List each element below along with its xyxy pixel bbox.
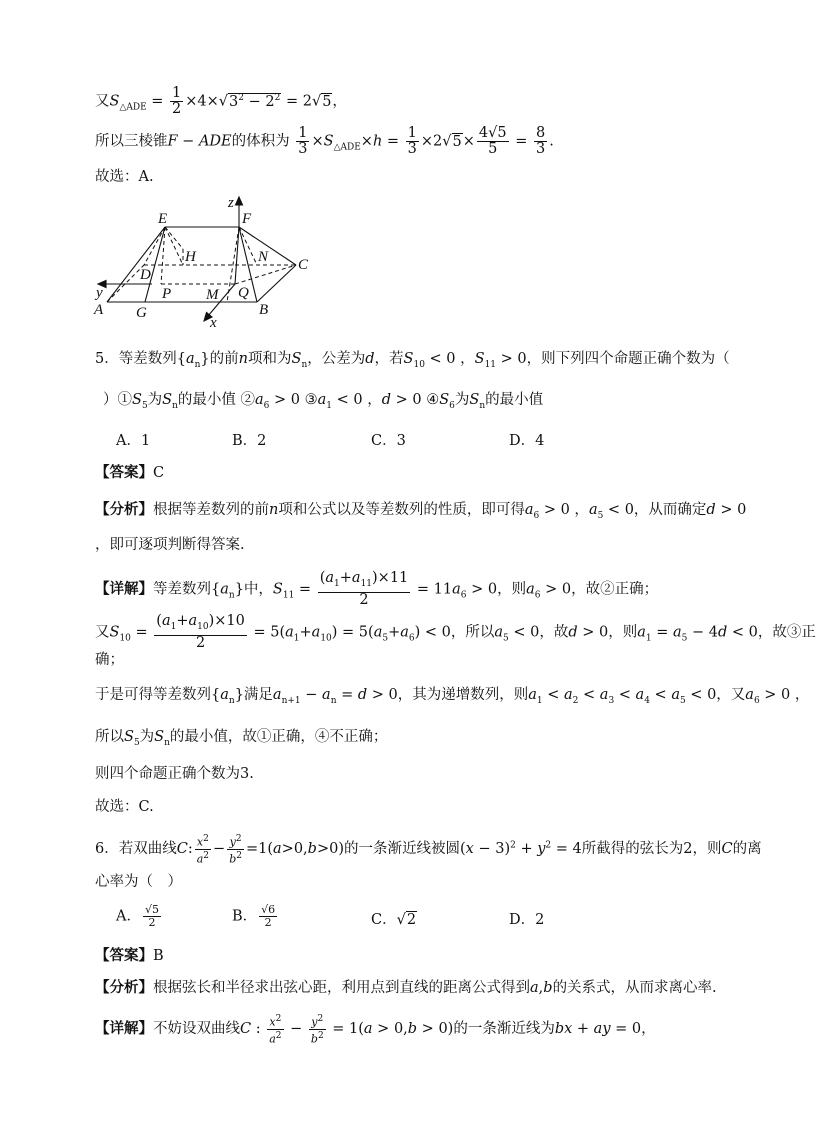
label-Q: Q xyxy=(238,285,249,301)
label-M: M xyxy=(206,287,219,303)
q6-answer: 【答案】B xyxy=(95,948,164,964)
q5-detail-3: 确； xyxy=(95,652,124,668)
q5-detail-7: 故选：C. xyxy=(95,799,154,815)
label-A: A xyxy=(94,302,104,318)
q5-option-a: A．1 xyxy=(116,433,151,449)
label-y: y xyxy=(96,285,103,301)
label-P: P xyxy=(162,286,172,302)
label-z: z xyxy=(228,195,234,211)
q6-option-a: A． $\frac{√5}{2}$ xyxy=(116,903,159,929)
q5-detail-2: 又$S_{10}$ = $\frac{(a_1+a_{10})\times 10}{2}$ = $5(a_1+a_{10}) = 5(a_5+a_6) < 0$，所以$a_5 < 0$，故d > 0，则$a_1 = a_5 - 4d < 0$，故③正 xyxy=(95,613,816,651)
q5-detail-4: 于是可得等差数列$\{a_n\}$满足$a_{n+1} - a_n = d > 0$，其为递增数列，则$a_1 < a_2 < a_3 < a_4 < a_5 < 0$，又$a_6 > 0$ ， xyxy=(95,687,810,706)
q5-stem: 5．等差数列$\{a_n\}$的前n项和为$S_n$，公差为d，若$S_{10} < 0$ ，$S_{11} > 0$，则下列四个命题正确个数为（ xyxy=(95,351,730,370)
q6-option-b: B． $\frac{√6}{2}$ xyxy=(232,903,276,929)
q6-detail: 【详解】不妨设双曲线C : $\frac{x^2}{a^2}$ − $\frac{y^2}{b^2}$ = 1(a > 0,b > 0)的一条渐近线为bx + ay = 0， xyxy=(95,1014,656,1046)
q5-detail-5: 所以$S_5$为$S_n$的最小值，故①正确，④不正确； xyxy=(95,729,388,748)
choice-line: 故选：A. xyxy=(95,169,154,185)
q6-stem-2: 心率为（ ） xyxy=(95,874,182,890)
q5-propositions: ）$①S_5$为$S_n$的最小值 $②a_6 > 0$ $③a_1 < 0$ ，d > 0 $④S_6$为$S_n$的最小值 xyxy=(103,392,544,411)
q6-option-c: C．√2 xyxy=(371,912,417,928)
label-D: D xyxy=(140,267,151,283)
q5-option-b: B．2 xyxy=(232,433,267,449)
label-H: H xyxy=(185,249,196,265)
label-G: G xyxy=(136,305,147,321)
formula-line-volume: 所以三棱锥F − ADE的体积为 $\frac{1}{3}$ $\times S_{\triangle ADE}\times h$ = $\frac{1}{3}$ ×2√5× $\frac{4√5}{5}$ = $\frac{8}{3}$ . xyxy=(95,125,554,157)
q6-option-d: D．2 xyxy=(509,912,545,928)
formula-line-area: 又$S_{\triangle ADE}$ = $\frac{1}{2}$ $\times 4\times√3^2 - 2^2 = 2√5$， xyxy=(95,85,347,117)
q5-option-c: C．3 xyxy=(371,433,406,449)
label-F: F xyxy=(242,211,252,227)
label-x: x xyxy=(210,315,217,331)
q5-detail-6: 则四个命题正确个数为3. xyxy=(95,766,254,782)
q5-answer: 【答案】C xyxy=(95,465,165,481)
label-N: N xyxy=(258,249,269,265)
q6-analysis: 【分析】根据弦长和半径求出弦心距，利用点到直线的距离公式得到a,b的关系式，从而求离心率. xyxy=(95,980,717,996)
q5-detail-1: 【详解】等差数列$\{a_n\}$中，$S_{11}$ = $\frac{(a_1+a_{11})\times 11}{2}$ = $11a_6 > 0$，则$a_6 > 0$，故②正确； xyxy=(95,570,659,608)
q5-analysis-2: ，即可逐项判断得答案. xyxy=(95,537,245,553)
label-E: E xyxy=(158,211,168,227)
label-C: C xyxy=(298,257,309,273)
q5-analysis: 【分析】根据等差数列的前n项和公式以及等差数列的性质，即可得$a_6 > 0$ ，$a_5 < 0$，从而确定d > 0 xyxy=(95,502,747,521)
geometry-figure xyxy=(90,193,330,333)
q6-stem: 6．若双曲线C: $\frac{x^2}{a^2}$ − $\frac{y^2}{b^2}$ =1(a>0,b>0)的一条渐近线被圆$(x - 3)^2 + y^2 = 4$所截得的弦长为2，则C的离 xyxy=(95,834,762,866)
q5-option-d: D．4 xyxy=(509,433,545,449)
label-B: B xyxy=(259,302,269,318)
